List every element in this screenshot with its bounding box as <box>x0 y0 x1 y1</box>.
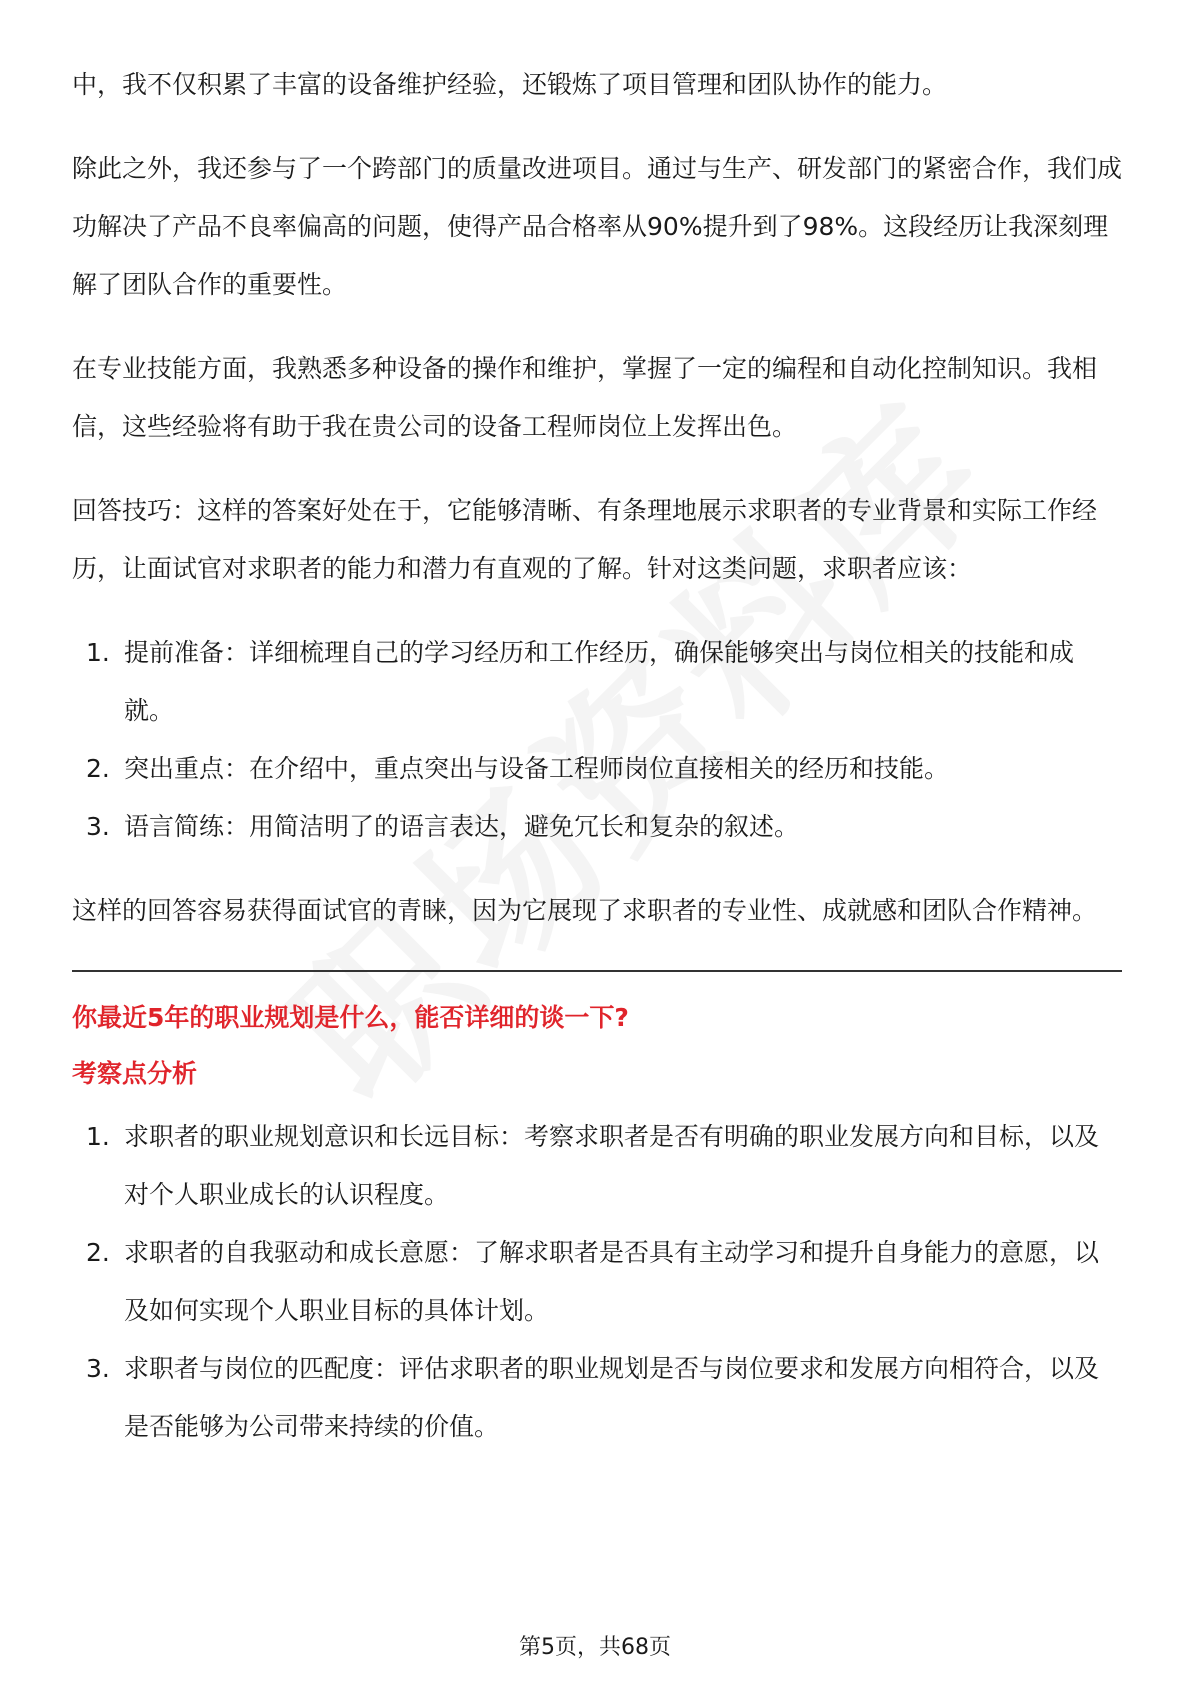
paragraph-answer-tips: 回答技巧：这样的答案好处在于，它能够清晰、有条理地展示求职者的专业背景和实际工作经历，让面试官对求职者的能力和潜力有直观的了解。针对这类问题，求职者应该： <box>72 496 1098 583</box>
page-footer: 第5页，共68页 <box>519 1635 671 1660</box>
document-page <box>72 56 1122 1482</box>
list-item <box>72 740 1122 798</box>
list-number: 3. <box>86 1354 110 1383</box>
list-item <box>72 1108 1122 1224</box>
list-number: 1. <box>86 1122 110 1151</box>
analysis-subheading: 考察点分析 <box>72 1059 198 1088</box>
list-item-text: 提前准备：详细梳理自己的学习经历和工作经历，确保能够突出与岗位相关的技能和成就。 <box>124 638 1075 725</box>
analysis-points-list <box>72 1108 1122 1456</box>
paragraph-quality-project: 除此之外，我还参与了一个跨部门的质量改进项目。通过与生产、研发部门的紧密合作，我们成功解决了产品不良率偏高的问题，使得产品合格率从90%提升到了98%。这段经历让我深刻理解了团队合作的重要性。 <box>72 154 1123 299</box>
paragraph-intro-end: 中，我不仅积累了丰富的设备维护经验，还锻炼了项目管理和团队协作的能力。 <box>72 70 948 99</box>
list-number: 2. <box>86 1238 110 1267</box>
question-heading: 你最近5年的职业规划是什么，能否详细的谈一下? <box>72 1003 629 1032</box>
list-number: 1. <box>86 638 110 667</box>
list-item <box>72 1340 1122 1456</box>
paragraph-skills: 在专业技能方面，我熟悉多种设备的操作和维护，掌握了一定的编程和自动化控制知识。我相信，这些经验将有助于我在贵公司的设备工程师岗位上发挥出色。 <box>72 354 1098 441</box>
list-number: 2. <box>86 754 110 783</box>
list-item-text: 语言简练：用简洁明了的语言表达，避免冗长和复杂的叙述。 <box>124 812 800 841</box>
list-item <box>72 624 1122 740</box>
list-item-text: 求职者与岗位的匹配度：评估求职者的职业规划是否与岗位要求和发展方向相符合，以及是否能够为公司带来持续的价值。 <box>124 1354 1100 1441</box>
list-item-text: 求职者的职业规划意识和长远目标：考察求职者是否有明确的职业发展方向和目标，以及对个人职业成长的认识程度。 <box>124 1122 1100 1209</box>
list-item-text: 求职者的自我驱动和成长意愿：了解求职者是否具有主动学习和提升自身能力的意愿，以及如何实现个人职业目标的具体计划。 <box>124 1238 1100 1325</box>
list-item <box>72 798 1122 856</box>
list-number: 3. <box>86 812 110 841</box>
tips-list <box>72 624 1122 856</box>
list-item <box>72 1224 1122 1340</box>
paragraph-closing: 这样的回答容易获得面试官的青睐，因为它展现了求职者的专业性、成就感和团队合作精神。 <box>72 896 1098 925</box>
section-divider <box>72 970 1122 972</box>
list-item-text: 突出重点：在介绍中，重点突出与设备工程师岗位直接相关的经历和技能。 <box>124 754 950 783</box>
